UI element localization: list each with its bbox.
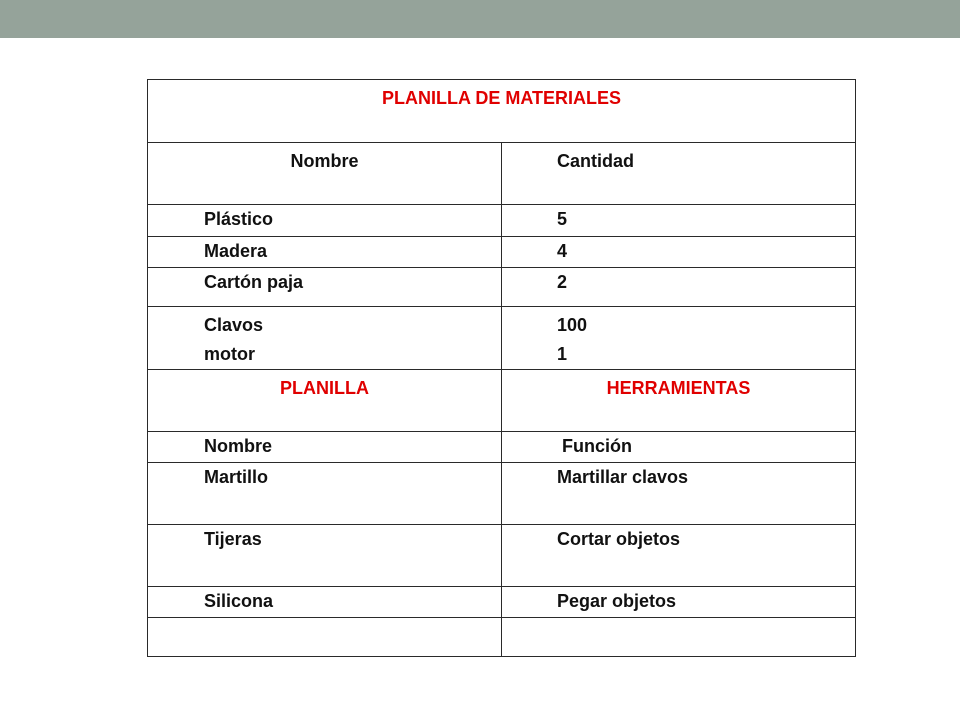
material-name: Madera — [148, 237, 502, 268]
materials-title: PLANILLA DE MATERIALES — [148, 80, 856, 143]
tool-name: Tijeras — [148, 525, 502, 587]
empty-cell — [148, 618, 502, 657]
table-row — [148, 525, 856, 587]
tools-header-row — [148, 432, 856, 463]
material-name-cell — [148, 307, 502, 370]
materials-table — [147, 79, 856, 657]
top-banner-bar — [0, 0, 960, 38]
table-row-empty — [148, 618, 856, 657]
tool-name: Martillo — [148, 463, 502, 525]
table-row — [148, 268, 856, 307]
material-quantity: 5 — [502, 205, 856, 237]
table-row — [148, 237, 856, 268]
materials-header-row — [148, 143, 856, 205]
tool-function: Cortar objetos — [502, 525, 856, 587]
tools-title-right: HERRAMIENTAS — [502, 370, 856, 432]
tools-title-row — [148, 370, 856, 432]
material-name: Clavos — [204, 315, 264, 335]
material-quantity: 2 — [502, 268, 856, 307]
materials-header-name: Nombre — [148, 143, 502, 205]
material-quantity: 1 — [557, 344, 568, 364]
material-name: motor — [204, 344, 255, 364]
tool-function: Martillar clavos — [502, 463, 856, 525]
tools-header-name: Nombre — [148, 432, 502, 463]
table-row — [148, 205, 856, 237]
tools-header-function: Función — [502, 432, 856, 463]
table-row — [148, 587, 856, 618]
empty-cell — [502, 618, 856, 657]
materials-title-row — [148, 80, 856, 143]
tools-title-left: PLANILLA — [148, 370, 502, 432]
material-quantity: 100 — [557, 315, 588, 335]
table-row — [148, 463, 856, 525]
material-name: Plástico — [148, 205, 502, 237]
material-quantity: 4 — [502, 237, 856, 268]
material-name: Cartón paja — [148, 268, 502, 307]
material-quantity-cell — [502, 307, 856, 370]
table-row — [148, 307, 856, 370]
tool-function: Pegar objetos — [502, 587, 856, 618]
materials-header-quantity: Cantidad — [502, 143, 856, 205]
tool-name: Silicona — [148, 587, 502, 618]
